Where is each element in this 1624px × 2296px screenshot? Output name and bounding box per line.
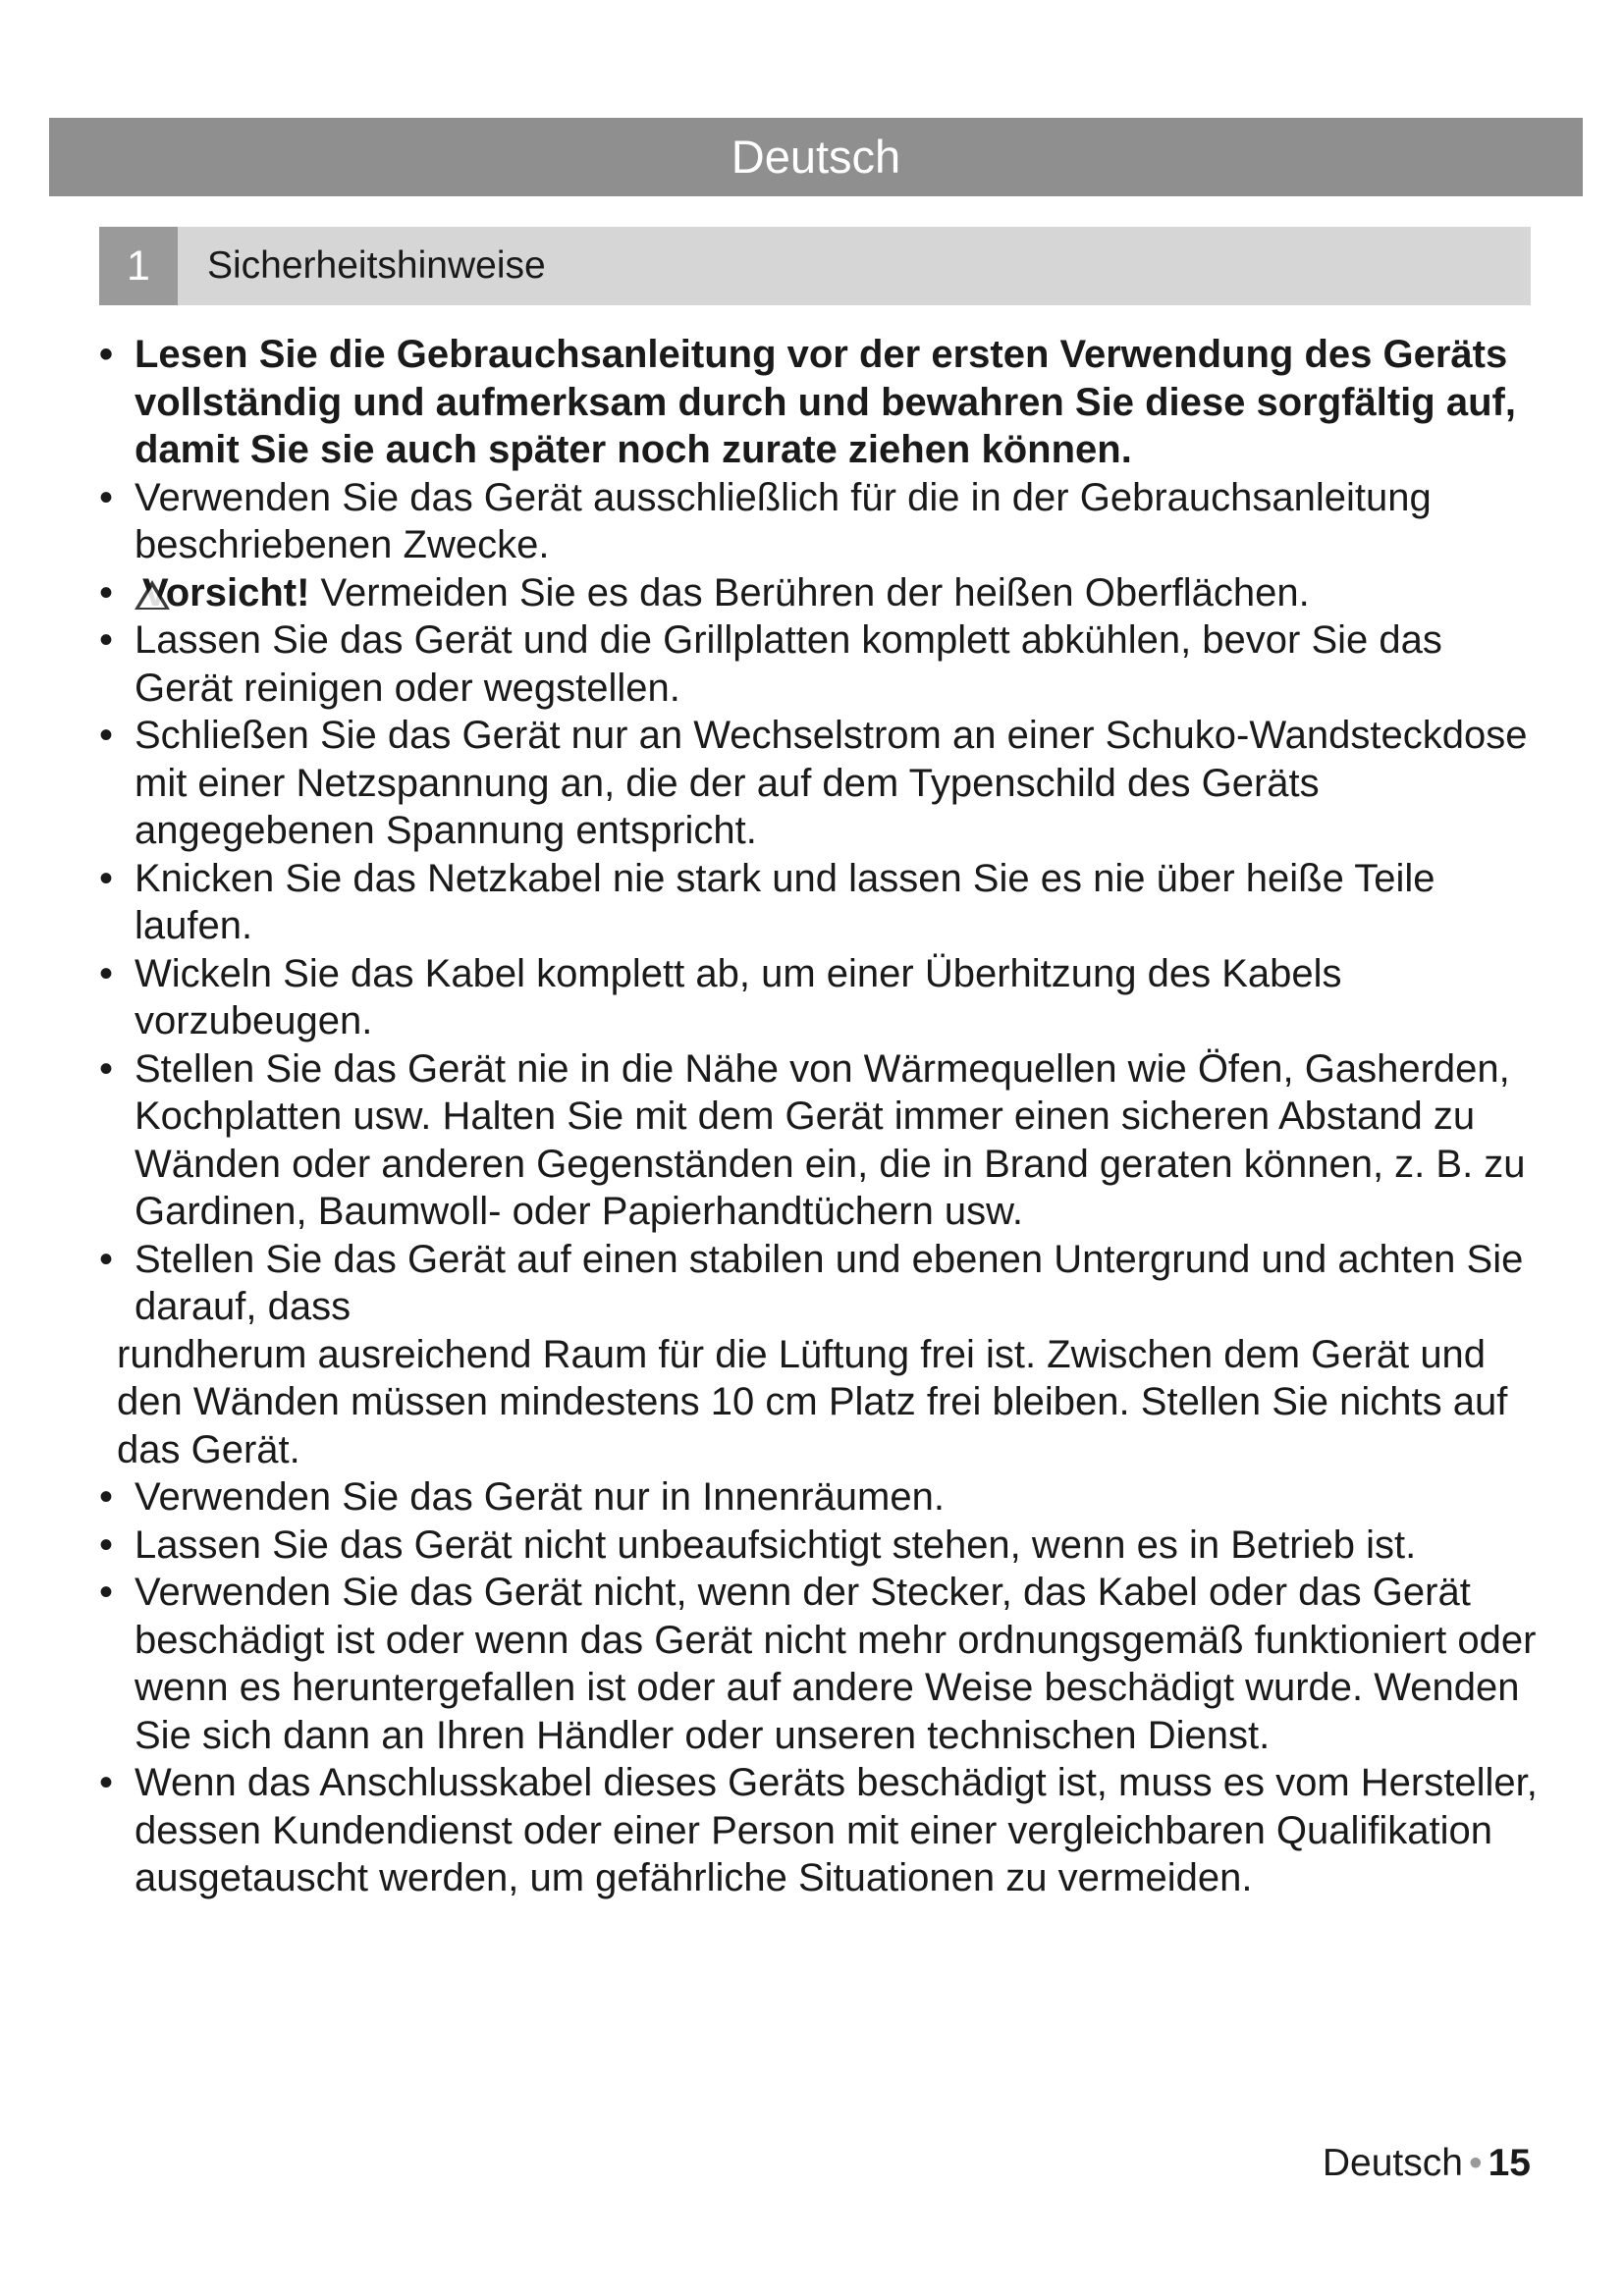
list-item-text: Verwenden Sie das Gerät ausschließlich für die in der Gebrauchsanleitung beschriebenen Zwecke. (135, 475, 1432, 566)
list-item-text: Wickeln Sie das Kabel komplett ab, um einer Überhitzung des Kabels vorzubeugen. (135, 951, 1342, 1042)
continuation-text: rundherum ausreichend Raum für die Lüftung frei ist. (117, 1332, 1037, 1376)
section-header (99, 227, 1531, 305)
list-item-text: Lassen Sie das Gerät nicht unbeaufsichtigt stehen, wenn es in Betrieb ist. (135, 1522, 1417, 1567)
list-item-text: Lesen Sie die Gebrauchsanleitung vor der ersten Verwendung des Geräts vollständig und aufmerksam durch und bewahren Sie diese sorgfältig auf, damit Sie sie auch später noch zurate ziehen können. (135, 333, 1516, 471)
list-item-text: Verwenden Sie das Gerät nicht, wenn der Stecker, das Kabel oder das Gerät beschädigt ist oder wenn das Gerät nicht mehr ordnungsgemäß funktioniert oder wenn es heruntergefallen ist oder auf andere Weise beschädigt wurde. Wenden Sie sich dann an Ihren Händler oder unseren technischen Dienst. (135, 1571, 1537, 1757)
list-item-text: Verwenden Sie das Gerät nur in Innenräumen. (135, 1475, 945, 1519)
list-item (99, 855, 1543, 950)
list-item-text: Knicken Sie das Netzkabel nie stark und lassen Sie es nie über heiße Teile laufen. (135, 856, 1435, 947)
list-item (99, 712, 1543, 855)
bullet: • (99, 333, 114, 376)
bullet: • (99, 1475, 114, 1519)
list-item (99, 1759, 1543, 1902)
continuation-text-end: Zwischen dem Gerät und den Wänden müssen mindestens 10 cm Platz frei bleiben. Stellen Sie nichts auf das Gerät. (117, 1332, 1508, 1471)
bullet: • (99, 714, 114, 757)
list-item-text: Schließen Sie das Gerät nur an Wechselstrom an einer Schuko-Wandsteckdose mit einer Netzspannung an, die der auf dem Typenschild des Geräts angegebenen Spannung entspricht. (135, 714, 1528, 852)
warning-triangle-icon (135, 580, 170, 610)
page-footer (1323, 2140, 1531, 2187)
list-item-continuation (117, 1331, 1543, 1474)
section-title: Sicherheitshinweise (207, 244, 546, 287)
list-item (99, 616, 1543, 712)
list-item (99, 1045, 1543, 1236)
list-item (99, 1236, 1543, 1474)
bullet: • (99, 1237, 114, 1281)
list-item-text: Vermeiden Sie es das Berühren der heißen Oberflächen. (309, 570, 1310, 614)
page-number: 15 (1488, 2142, 1531, 2184)
bullet: • (99, 856, 114, 900)
warning-label: Vorsicht! (142, 570, 310, 614)
list-item-text: Stellen Sie das Gerät nie in die Nähe von Wärmequellen wie Öfen, Gasherden, Kochplatten usw. Halten Sie mit dem Gerät immer einen sicheren Abstand zu Wänden oder anderen Gegenständen ein, die in Brand geraten können, z. B. zu Gardinen, Baumwoll- oder Papierhandtüchern usw. (135, 1046, 1526, 1233)
list-item-text: Wenn das Anschlusskabel dieses Geräts beschädigt ist, muss es vom Hersteller, dessen Kundendienst oder einer Person mit einer vergleichbaren Qualifikation ausgetauscht werden, um gefährliche Situationen zu vermeiden. (135, 1761, 1538, 1899)
list-item (99, 569, 1543, 617)
bullet: • (99, 951, 114, 995)
bullet: • (99, 618, 114, 662)
bullet: • (99, 570, 114, 614)
list-item (99, 474, 1543, 569)
list-item (99, 1569, 1543, 1759)
bullet: • (99, 475, 114, 519)
list-item-text: Stellen Sie das Gerät auf einen stabilen und ebenen Untergrund und achten Sie darauf, dass (135, 1237, 1524, 1328)
list-item (99, 331, 1543, 474)
list-item (99, 1522, 1543, 1570)
footer-language: Deutsch (1322, 2142, 1463, 2184)
safety-instructions-list (99, 331, 1543, 1902)
section-number: 1 (99, 227, 178, 305)
footer-separator: • (1468, 2142, 1483, 2184)
list-item-text: Lassen Sie das Gerät und die Grillplatten komplett abkühlen, bevor Sie das Gerät reinigen oder wegstellen. (135, 618, 1442, 710)
bullet: • (99, 1522, 114, 1567)
bullet: • (99, 1046, 114, 1091)
bullet: • (99, 1571, 114, 1614)
list-item (99, 1473, 1543, 1522)
language-banner: Deutsch (49, 118, 1583, 196)
bullet: • (99, 1761, 114, 1804)
list-item (99, 950, 1543, 1045)
